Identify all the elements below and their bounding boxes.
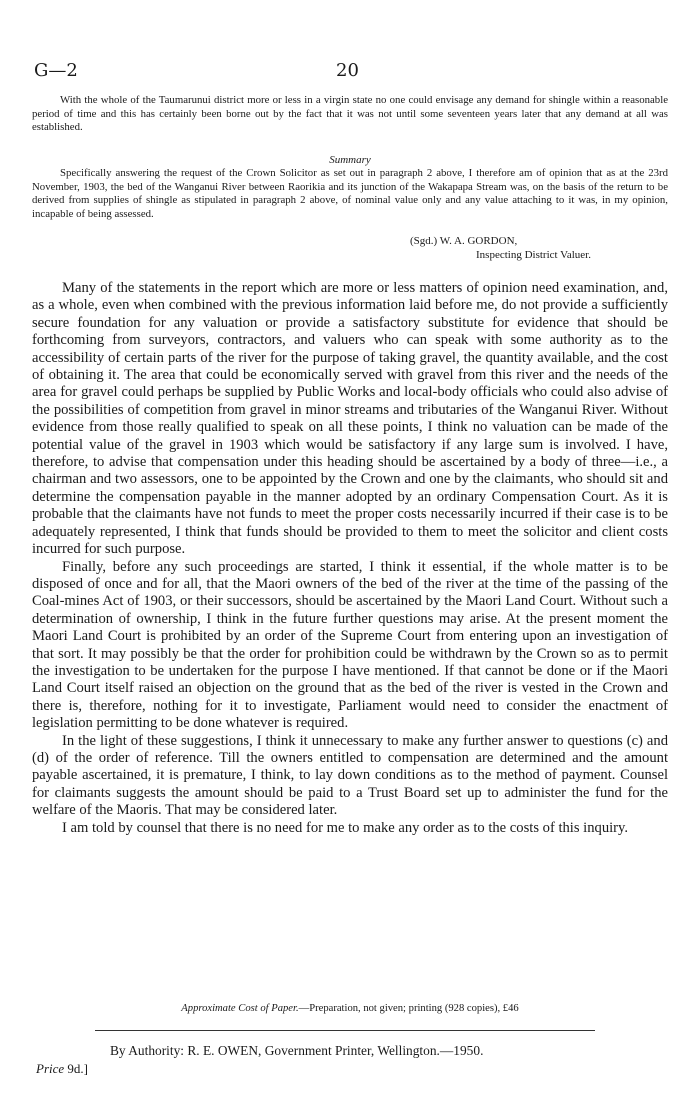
price-line: [36, 1061, 88, 1077]
cost-text: —Preparation, not given; printing (928 copies), £46: [298, 1003, 519, 1014]
intro-paragraph: [32, 94, 668, 135]
page-number: 20: [336, 60, 359, 81]
footer-divider: [95, 1030, 595, 1031]
summary-text: Specifically answering the request of the Crown Solicitor as set out in paragraph 2 above, I therefore am of opinion that as at the 23rd November, 1903, the bed of the Wanganui River between Raorikia and its junction of the Wakapapa Stream was, on the basis of the return to be derived from supplies of shingle as stipulated in paragraph 2 above, of nominal value only and any value attaching to it was, in my opinion, incapable of being assessed.: [32, 167, 668, 220]
cost-label: Approximate Cost of Paper.: [181, 1003, 299, 1014]
intro-text: With the whole of the Taumarunui district more or less in a virgin state no one could envisage any demand for shingle within a reasonable period of time and this has certainly been borne out by the fact that it was not until some seventeen years later that any demand at all was established.: [32, 94, 668, 134]
cost-of-paper: [0, 1003, 700, 1014]
summary-heading: Summary: [329, 154, 371, 166]
signature-block: [410, 234, 591, 262]
price-value: 9d.]: [67, 1061, 88, 1076]
signature-title: Inspecting District Valuer.: [476, 249, 591, 261]
body-paragraph-2: Finally, before any such proceedings are started, I think it essential, if the whole matter is to be disposed of once and for all, that the Maori owners of the bed of the river at the time of the passing of the Coal-mines Act of 1903, or their successors, should be ascertained by the Maori Land Court. Without such a determination of ownership, I think in the future further questions may arise. At the present moment the Maori Land Court is prohibited by an order of the Supreme Court from entering upon an investigation of that sort. It may possibly be that the order for prohibition could be withdrawn by the Crown so as to permit the investigation to be undertaken for the purpose I have mentioned. If that cannot be done or if the Maori Land Court itself raised an objection on the ground that as the bed of the river is vested in the Crown and there is, therefore, nothing for it to investigate, Parliament would need to consider the enactment of legislation permitting to be done whatever is required.: [32, 558, 668, 732]
body-paragraph-3: In the light of these suggestions, I think it unnecessary to make any further answer to questions (c) and (d) of the order of reference. Till the owners entitled to compensation are determined and the amount payable ascertained, it is premature, I think, to lay down conditions as to the method of payment. Counsel for claimants suggests the amount should be paid to a Trust Board set up to administer the fund for the welfare of the Maoris. That may be considered later.: [32, 732, 668, 819]
document-code: G—2: [34, 60, 78, 81]
price-label: Price: [36, 1061, 65, 1076]
summary-paragraph: [32, 167, 668, 221]
body-paragraph-4: I am told by counsel that there is no need for me to make any order as to the costs of this inquiry.: [62, 819, 629, 836]
report-body: [32, 280, 668, 837]
printer-authority: By Authority: R. E. OWEN, Government Printer, Wellington.—1950.: [110, 1043, 484, 1058]
signature-name: (Sgd.) W. A. GORDON,: [410, 235, 518, 247]
body-paragraph-1: Many of the statements in the report which are more or less matters of opinion need examination, and, as a whole, even when combined with the previous information laid before me, do not provide a sufficiently secure foundation for any valuation or provide a satisfactory substitute for evidence that should be forthcoming from surveyors, contractors, and valuers who can speak with some authority as to the accessibility of certain parts of the river for the purpose of taking gravel, the quantity available, and the cost of obtaining it. The area that could be economically served with gravel from this river and the needs of the area for gravel could perhaps be supplied by Public Works and local-body officials who could also advise of the possibilities of competition from gravel in minor streams and tributaries of the Wanganui River. Without evidence from those really qualified to speak on all these points, I think no valuation can be made of the potential value of the gravel in 1903 which would be satisfactory if any large sum is involved. I have, therefore, to advise that compensation under this heading should be ascertained by a body of three—i.e., a chairman and two assessors, one to be appointed by the Crown and one by the claimants, who should sit and determine the compensation payable in the manner adopted by an ordinary Compensation Court. As it is probable that the claimants have not funds to meet the proper costs necessarily incurred if their case is to be adequately represented, I think that funds should be provided to them to meet the solicitor and client costs incurred for such purpose.: [32, 280, 668, 558]
